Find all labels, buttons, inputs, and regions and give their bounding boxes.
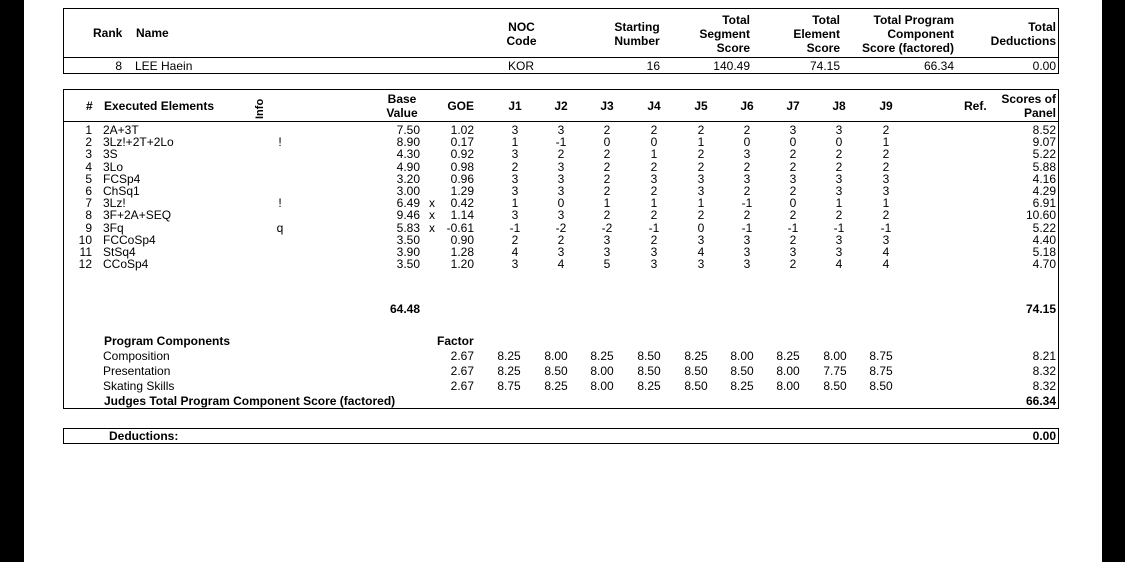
element-name: 2A+3T	[103, 123, 139, 137]
component-judge-score: 8.75	[869, 364, 893, 378]
component-judge-score: 8.25	[730, 379, 754, 393]
judges-score-sheet	[24, 0, 1102, 562]
element-panel-score: 5.88	[1032, 159, 1056, 174]
component-judge-score: 8.25	[497, 364, 521, 378]
judge-score: 2	[743, 123, 751, 137]
judge-score: 2	[557, 232, 565, 247]
element-panel-score: 10.60	[1025, 208, 1056, 223]
noc-header: NOC Code	[506, 20, 537, 48]
base-value-total: 64.48	[389, 302, 420, 316]
judge-score: 4	[511, 245, 519, 259]
skater-name: LEE Haein	[135, 59, 193, 73]
judge-header-7: J7	[786, 99, 800, 113]
judge-score: 2	[789, 232, 797, 247]
judge-score: 2	[697, 159, 705, 174]
judge-score: 3	[557, 123, 565, 137]
component-judge-score: 8.25	[590, 349, 614, 363]
element-panel-score: 6.91	[1032, 196, 1056, 211]
component-judge-score: 8.50	[684, 379, 708, 393]
judge-score: -2	[555, 220, 567, 235]
judge-score: 2	[835, 159, 843, 174]
element-goe: 0.17	[450, 135, 474, 150]
component-judge-score: 8.25	[544, 379, 568, 393]
element-base-value: 3.20	[396, 171, 420, 186]
judge-score: 1	[603, 196, 611, 211]
judge-header-4: J4	[647, 99, 661, 113]
judge-score: -1	[741, 196, 753, 211]
judge-score: 2	[603, 208, 611, 223]
judge-score: 2	[789, 257, 797, 272]
judge-score: 1	[697, 196, 705, 211]
element-panel-score: 4.40	[1032, 232, 1056, 247]
base-value-header: Base Value	[386, 92, 418, 120]
component-factor: 2.67	[450, 364, 474, 378]
element-base-value: 5.83	[396, 220, 420, 235]
judge-score: -1	[555, 135, 567, 150]
element-number: 8	[85, 208, 92, 223]
judge-score: 2	[603, 171, 611, 186]
judge-score: 3	[789, 123, 797, 137]
judge-header-2: J2	[554, 99, 568, 113]
judge-score: 1	[511, 196, 519, 211]
component-judge-score: 8.50	[730, 364, 754, 378]
judge-score: 2	[743, 159, 751, 174]
judge-score: 3	[882, 232, 890, 247]
component-judge-score: 7.75	[823, 364, 847, 378]
element-goe: 1.02	[450, 123, 474, 137]
element-name: 3S	[103, 147, 118, 162]
element-number: 9	[85, 220, 92, 235]
judge-score: 2	[650, 208, 658, 223]
judge-score: 3	[650, 245, 658, 259]
element-number: 4	[85, 159, 92, 174]
judge-score: 0	[557, 196, 565, 211]
total-program-component-score-header: Total Program Component Score (factored)	[861, 13, 954, 55]
judge-score: 0	[603, 135, 611, 150]
judge-score: 1	[882, 196, 890, 211]
element-name: ChSq1	[103, 184, 140, 198]
judge-score: 1	[511, 135, 519, 150]
component-judge-score: 8.50	[637, 364, 661, 378]
judge-score: 2	[743, 184, 751, 198]
element-number: 7	[85, 196, 92, 211]
judge-score: 3	[557, 245, 565, 259]
deductions-box	[63, 428, 1059, 444]
goe-header: GOE	[447, 99, 474, 113]
judge-score: 3	[743, 147, 751, 162]
judge-score: 2	[882, 159, 890, 174]
component-panel-score: 8.21	[1032, 349, 1056, 363]
judge-score: 3	[603, 232, 611, 247]
component-judge-score: 8.00	[823, 349, 847, 363]
element-panel-score: 5.22	[1032, 147, 1056, 162]
element-goe: 1.28	[450, 245, 474, 259]
component-factor: 2.67	[450, 349, 474, 363]
judge-score: 2	[650, 123, 658, 137]
deductions-value: 0.00	[1032, 429, 1056, 443]
component-name: Presentation	[103, 364, 171, 378]
judge-score: 2	[557, 147, 565, 162]
skater-total-program-component-score: 66.34	[923, 59, 954, 73]
total-segment-score-header: Total Segment Score	[699, 13, 750, 55]
component-judge-score: 8.50	[823, 379, 847, 393]
component-panel-score: 8.32	[1032, 364, 1056, 378]
judge-score: 3	[835, 184, 843, 198]
judge-score: 3	[511, 123, 519, 137]
component-judge-score: 8.00	[730, 349, 754, 363]
judge-score: 1	[697, 135, 705, 150]
judge-score: 2	[650, 184, 658, 198]
element-name: CCoSp4	[103, 257, 149, 272]
element-info: !	[278, 196, 282, 211]
judge-score: 3	[511, 257, 519, 272]
judge-score: 2	[789, 147, 797, 162]
judge-score: 2	[603, 147, 611, 162]
judge-score: 3	[511, 171, 519, 186]
element-panel-score: 4.16	[1032, 171, 1056, 186]
judge-score: 0	[650, 135, 658, 150]
element-name: FCCoSp4	[103, 232, 156, 247]
element-number: 10	[78, 232, 92, 247]
component-judge-score: 8.50	[544, 364, 568, 378]
judge-score: 2	[882, 147, 890, 162]
component-name: Composition	[103, 349, 170, 363]
element-number: 12	[78, 257, 92, 272]
judge-score: 3	[697, 232, 705, 247]
judge-score: 4	[882, 245, 890, 259]
element-late-bonus-mark: x	[429, 196, 435, 211]
element-base-value: 8.90	[396, 135, 420, 150]
component-judge-score: 8.00	[776, 364, 800, 378]
element-goe: 1.29	[450, 184, 474, 198]
skater-total-element-score: 74.15	[809, 59, 840, 73]
judge-score: 2	[650, 232, 658, 247]
judge-score: 3	[882, 171, 890, 186]
panel-total: 74.15	[1025, 302, 1056, 316]
element-name: StSq4	[103, 245, 136, 259]
judge-score: 2	[835, 208, 843, 223]
judge-score: 4	[697, 245, 705, 259]
component-judge-score: 8.25	[684, 349, 708, 363]
component-judge-score: 8.25	[637, 379, 661, 393]
judge-score: 3	[603, 245, 611, 259]
judge-header-6: J6	[740, 99, 754, 113]
component-judge-score: 8.00	[590, 379, 614, 393]
factor-header: Factor	[437, 334, 474, 348]
judge-score: -1	[787, 220, 799, 235]
element-number: 1	[85, 123, 92, 137]
judge-score: 3	[789, 245, 797, 259]
element-number: 11	[79, 245, 92, 259]
judge-header-5: J5	[694, 99, 708, 113]
judge-score: 3	[835, 245, 843, 259]
skater-noc: KOR	[508, 59, 535, 73]
element-late-bonus-mark: x	[429, 208, 435, 223]
judge-score: 3	[697, 257, 705, 272]
judge-score: 2	[511, 232, 519, 247]
judge-score: 3	[557, 208, 565, 223]
element-name: 3Lz!	[103, 196, 126, 211]
judge-score: 3	[835, 171, 843, 186]
component-judge-score: 8.00	[544, 349, 568, 363]
judge-score: 2	[789, 208, 797, 223]
element-goe: 0.90	[450, 232, 474, 247]
element-panel-score: 4.29	[1032, 184, 1056, 198]
element-base-value: 3.90	[396, 245, 420, 259]
component-judge-score: 8.00	[776, 379, 800, 393]
judge-score: 3	[511, 184, 519, 198]
judge-score: 1	[650, 147, 658, 162]
element-name: 3Fq	[103, 220, 124, 235]
judge-score: 3	[743, 257, 751, 272]
skater-total-deductions: 0.00	[1032, 59, 1056, 73]
element-goe: 0.98	[450, 159, 474, 174]
element-panel-score: 5.18	[1032, 245, 1056, 259]
judge-score: 3	[743, 245, 751, 259]
judge-score: 0	[789, 135, 797, 150]
element-name: FCSp4	[103, 171, 141, 186]
judge-score: 0	[835, 135, 843, 150]
element-goe: 0.42	[450, 196, 474, 211]
info-header: Info	[254, 98, 266, 119]
judge-score: 0	[697, 220, 705, 235]
skater-starting-number: 16	[646, 59, 660, 73]
element-name: 3Lz!+2T+2Lo	[103, 135, 174, 150]
total-deductions-header: Total Deductions	[990, 20, 1056, 48]
judge-score: 3	[557, 159, 565, 174]
judge-score: 3	[557, 184, 565, 198]
judge-score: 2	[603, 123, 611, 137]
elements-header-divider	[64, 121, 1058, 122]
judge-score: -1	[509, 220, 521, 235]
judge-score: 2	[603, 159, 611, 174]
judge-score: -1	[833, 220, 845, 235]
name-header: Name	[136, 26, 169, 40]
judge-header-3: J3	[600, 99, 614, 113]
component-judge-score: 8.00	[590, 364, 614, 378]
judge-score: 4	[835, 257, 843, 272]
judge-score: 3	[511, 208, 519, 223]
judge-score: 2	[650, 159, 658, 174]
element-goe: 1.20	[450, 257, 474, 272]
judge-header-8: J8	[832, 99, 846, 113]
component-judge-score: 8.75	[497, 379, 521, 393]
element-base-value: 3.50	[396, 257, 420, 272]
judge-score: 3	[650, 257, 658, 272]
judge-score: 3	[835, 232, 843, 247]
judge-score: 2	[697, 208, 705, 223]
judge-score: 2	[511, 159, 519, 174]
judge-score: -1	[741, 220, 753, 235]
element-base-value: 4.90	[396, 159, 420, 174]
element-base-value: 6.49	[396, 196, 420, 211]
component-judge-score: 8.50	[637, 349, 661, 363]
judge-score: -1	[648, 220, 660, 235]
component-name: Skating Skills	[103, 379, 175, 393]
number-header: #	[86, 99, 93, 113]
program-component-total: 66.34	[1025, 394, 1056, 408]
deductions-label: Deductions:	[109, 429, 179, 443]
judge-score: 1	[882, 135, 890, 150]
element-goe: 1.14	[450, 208, 474, 223]
component-judge-score: 8.75	[869, 349, 893, 363]
element-panel-score: 8.52	[1032, 123, 1056, 137]
program-component-total-label: Judges Total Program Component Score (factored)	[104, 394, 396, 408]
element-name: 3F+2A+SEQ	[103, 208, 172, 223]
judge-score: 4	[882, 257, 890, 272]
element-panel-score: 4.70	[1032, 257, 1056, 272]
judge-score: 5	[603, 257, 611, 272]
judge-score: -1	[880, 220, 892, 235]
judge-score: 2	[882, 123, 890, 137]
element-base-value: 3.50	[396, 232, 420, 247]
component-judge-score: 8.25	[776, 349, 800, 363]
element-base-value: 7.50	[396, 123, 420, 137]
judge-score: 3	[650, 171, 658, 186]
judge-score: 3	[511, 147, 519, 162]
component-judge-score: 8.25	[497, 349, 521, 363]
judge-score: 2	[743, 208, 751, 223]
element-base-value: 9.46	[396, 208, 420, 223]
judge-score: 3	[557, 171, 565, 186]
judge-score: 2	[789, 159, 797, 174]
element-late-bonus-mark: x	[429, 220, 435, 235]
summary-divider	[64, 57, 1058, 58]
judge-score: 3	[743, 232, 751, 247]
element-info: !	[278, 135, 282, 150]
element-panel-score: 9.07	[1032, 135, 1056, 150]
executed-elements-header: Executed Elements	[104, 99, 215, 113]
skater-total-segment-score: 140.49	[713, 59, 750, 73]
judge-score: 3	[789, 171, 797, 186]
judge-score: 2	[697, 147, 705, 162]
scores-of-panel-header: Scores of Panel	[1001, 92, 1056, 120]
judge-score: 0	[789, 196, 797, 211]
element-number: 3	[85, 147, 92, 162]
rank-header: Rank	[93, 26, 123, 40]
component-factor: 2.67	[450, 379, 474, 393]
judge-score: 2	[882, 208, 890, 223]
judge-score: -2	[601, 220, 613, 235]
judge-score: 3	[882, 184, 890, 198]
judge-header-9: J9	[879, 99, 893, 113]
judge-score: 3	[743, 171, 751, 186]
element-goe: -0.61	[446, 220, 474, 235]
element-base-value: 3.00	[396, 184, 420, 198]
referee-header: Ref.	[964, 99, 987, 113]
component-judge-score: 8.50	[869, 379, 893, 393]
program-components-title: Program Components	[104, 334, 231, 348]
element-panel-score: 5.22	[1032, 220, 1056, 235]
component-judge-score: 8.50	[684, 364, 708, 378]
judge-score: 3	[697, 184, 705, 198]
skater-rank: 8	[115, 59, 122, 73]
element-number: 6	[85, 184, 92, 198]
judge-score: 1	[650, 196, 658, 211]
judge-score: 3	[697, 171, 705, 186]
judge-score: 2	[603, 184, 611, 198]
element-number: 2	[85, 135, 92, 150]
element-goe: 0.92	[450, 147, 474, 162]
element-name: 3Lo	[103, 159, 124, 174]
element-base-value: 4.30	[396, 147, 420, 162]
judge-score: 1	[835, 196, 843, 211]
judge-score: 2	[835, 147, 843, 162]
judge-score: 3	[835, 123, 843, 137]
judge-header-1: J1	[508, 99, 522, 113]
starting-number-header: Starting Number	[614, 20, 660, 48]
judge-score: 0	[743, 135, 751, 150]
element-number: 5	[85, 171, 92, 186]
judge-score: 4	[557, 257, 565, 272]
judge-score: 2	[697, 123, 705, 137]
element-goe: 0.96	[450, 171, 474, 186]
total-element-score-header: Total Element Score	[793, 13, 840, 55]
component-panel-score: 8.32	[1032, 379, 1056, 393]
element-info: q	[276, 220, 284, 235]
judge-score: 2	[789, 184, 797, 198]
